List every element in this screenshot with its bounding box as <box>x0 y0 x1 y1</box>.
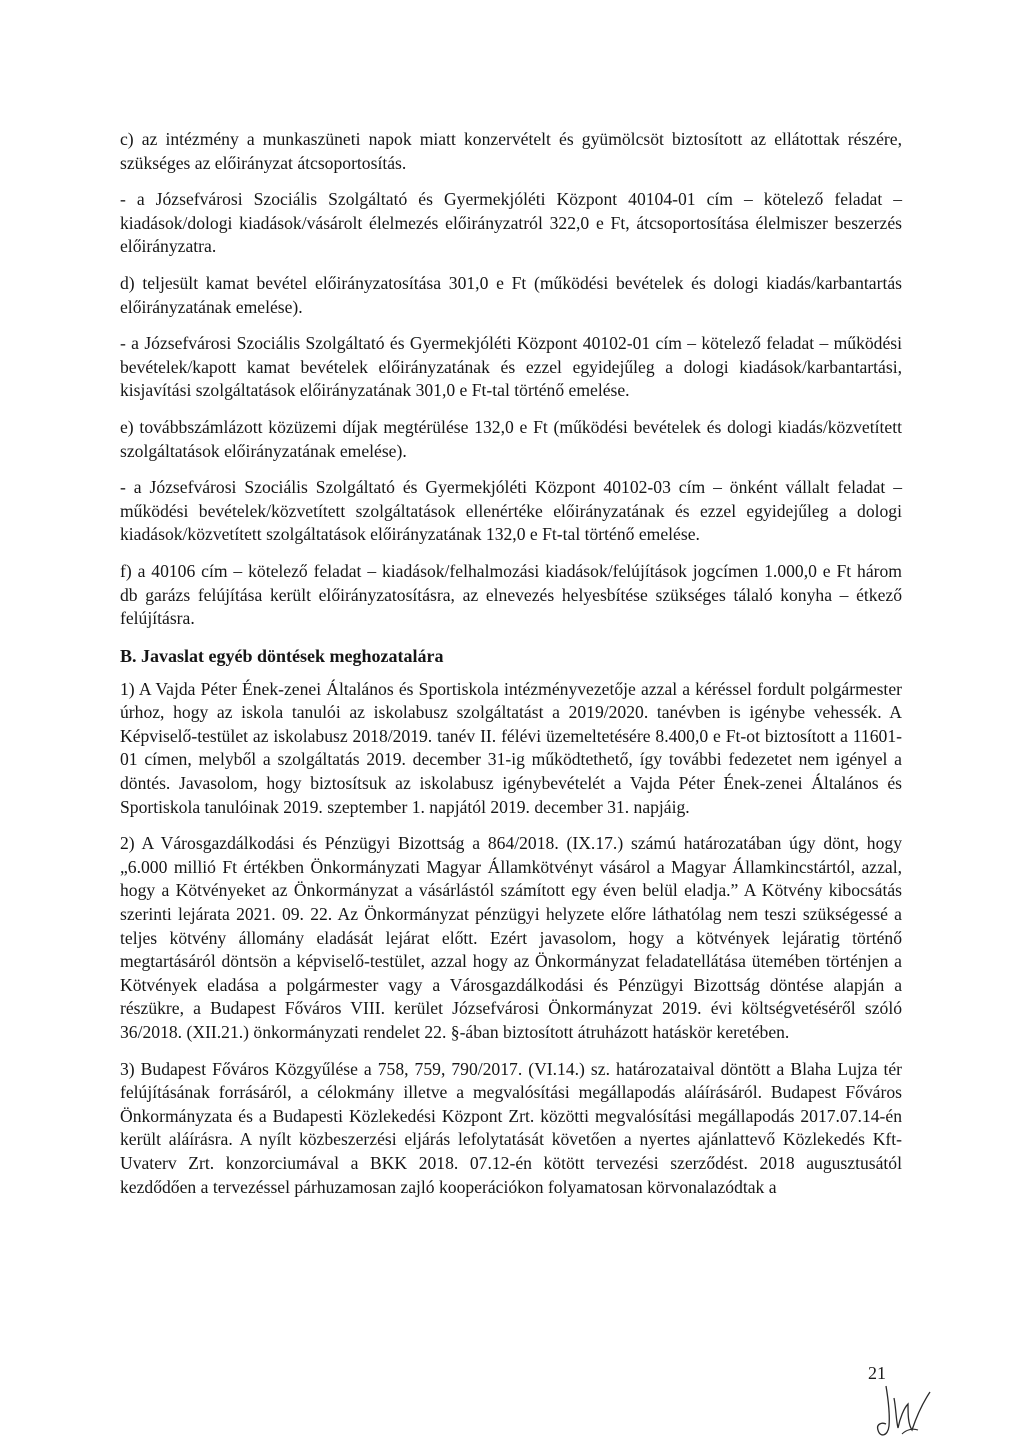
paragraph-c-detail: - a Józsefvárosi Szociális Szolgáltató és Gyermekjóléti Központ 40104-01 cím – kötelező feladat – kiadások/dologi kiadások/vásárolt élelmezés előirányzatról 322,0 e Ft, átcsoportosítása élelmiszer beszerzés előirányzatra. <box>120 189 902 257</box>
section-paragraph-1: 1) A Vajda Péter Ének-zenei Általános és Sportiskola intézményvezetője azzal a kéréssel fordult polgármester úrhoz, hogy az iskola tanulói az iskolabusz szolgáltatást a 2019/2020. tanévben is igénybe vehessék. A Képviselő-testület az iskolabusz 2018/2019. tanév II. félévi üzemeltetésére 8.400,0 e Ft-ot biztosított a 11601-01 címen, melyből a szolgáltatás 2019. december 31-ig működtethető, így további fedezetet nem igényel a döntés. Javasolom, hogy biztosítsuk az iskolabusz igénybevételét a Vajda Péter Ének-zenei Általános és Sportiskola tanulóinak 2019. szeptember 1. napjától 2019. december 31. napjáig. <box>120 678 902 817</box>
paragraph-d: d) teljesült kamat bevétel előirányzatosítása 301,0 e Ft (működési bevételek és dologi kiadás/karbantartás előirányzatának emelése). <box>120 272 902 317</box>
paragraph-d-detail: - a Józsefvárosi Szociális Szolgáltató és Gyermekjóléti Központ 40102-01 cím – kötelező feladat – működési bevételek/kapott kamat bevételek előirányzatának és ezzel egyidejűleg a dologi kiadások/karbantartási, kisjavítási szolgáltatások előirányzatának 301,0 e Ft-tal történő emelése. <box>120 333 902 401</box>
paragraph-e: e) továbbszámlázott közüzemi díjak megtérülése 132,0 e Ft (működési bevételek és dologi kiadás/közvetített szolgáltatások előirányzatának emelése). <box>120 416 902 461</box>
paragraph-e-detail: - a Józsefvárosi Szociális Szolgáltató és Gyermekjóléti Központ 40102-03 cím – önként vállalt feladat – működési bevételek/közvetített szolgáltatások ellenértéke előirányzatának és ezzel egyidejűleg a dologi kiadások/közvetített szolgáltatások előirányzatának 132,0 e Ft-tal történő emelése. <box>120 477 902 545</box>
section-paragraph-3: 3) Budapest Főváros Közgyűlése a 758, 759, 790/2017. (VI.14.) sz. határozataival döntött a Blaha Lujza tér felújításának forrásáról, a célokmány illetve a megvalósítási megállapodás aláírásáról. Budapest Főváros Önkormányzata és a Budapesti Közlekedési Központ Zrt. közötti megvalósítási megállapodás 2017.07.14-én került aláírásra. A nyílt közbeszerzési eljárás lefolytatását követően a nyertes ajánlattevő Közlekedés Kft-Uvaterv Zrt. konzorciumával a BKK 2018. 07.12-én kötött tervezési szerződést. 2018 augusztusától kezdődően a tervezéssel párhuzamosan zajló kooperációkon folyamatosan körvonalazódtak a <box>120 1058 902 1197</box>
section-paragraph-2: 2) A Városgazdálkodási és Pénzügyi Bizottság a 864/2018. (IX.17.) számú határozatában úgy dönt, hogy „6.000 millió Ft értékben Önkormányzati Magyar Államkötvényt vásárol a Magyar Államkincstártól, azzal, hogy a Kötvényeket az Önkormányzat a vásárlástól számított egy éven belül eladja.” A Kötvény kibocsátás szerinti lejárata 2021. 09. 22. Az Önkormányzat pénzügyi helyzete előre láthatólag nem teszi szükségessé a teljes kötvény állomány eladását lejárat előtt. Ezért javasolom, hogy a kötvények lejáratig történő megtartásáról döntsön a képviselő-testület, azzal hogy az Önkormányzat feladatellátása ütemében történjen a Kötvények eladása a polgármester vagy a Városgazdálkodási és Pénzügyi Bizottság döntése alapján a részükre, a Budapest Főváros VIII. kerület Józsefvárosi Önkormányzat 2019. évi költségvetéséről szóló 36/2018. (XII.21.) önkormányzati rendelet 22. §-ában biztosított átruházott hatáskör keretében. <box>120 833 902 1042</box>
paragraph-f: f) a 40106 cím – kötelező feladat – kiadások/felhalmozási kiadások/felújítások jogcímen 1.000,0 e Ft három db garázs felújítása került előirányzatosításra, az elnevezés helyesbítése szükséges tálaló konyha – étkező felújításra. <box>120 560 902 629</box>
page-number: 21 <box>868 1363 886 1383</box>
handwritten-signature <box>872 1378 942 1444</box>
section-heading: B. Javaslat egyéb döntések meghozatalára <box>120 645 444 666</box>
paragraph-c: c) az intézmény a munkaszüneti napok miatt konzervételt és gyümölcsöt biztosított az ellátottak részére, szükséges az előirányzat átcsoportosítás. <box>120 129 902 173</box>
document-body <box>120 128 902 1212</box>
